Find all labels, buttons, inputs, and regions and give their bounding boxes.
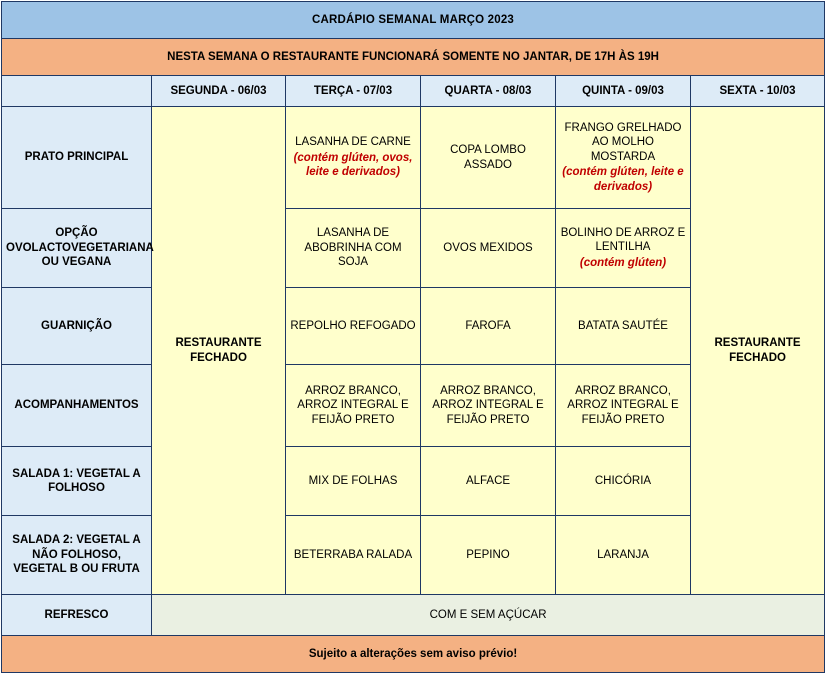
- dish-line: COPA LOMBO: [450, 144, 526, 157]
- day-header-sexta: SEXTA - 10/03: [691, 76, 825, 107]
- cell-guarnicao-quarta: FAROFA: [421, 288, 556, 365]
- cell-prato-principal-quarta: [421, 107, 556, 209]
- cell-salada1-quinta: CHICÓRIA: [556, 447, 691, 516]
- cell-salada1-terca: MIX DE FOLHAS: [286, 447, 421, 516]
- dish-name: LASANHA DE CARNE: [295, 136, 411, 149]
- table-row: [2, 107, 825, 209]
- row-label-opcao-vegetariana: OPÇÃO OVOLACTOVEGETARIANA OU VEGANA: [2, 209, 152, 288]
- day-header-quinta: QUINTA - 09/03: [556, 76, 691, 107]
- allergen-note: (contém glúten): [579, 256, 667, 269]
- cell-salada1-quarta: ALFACE: [421, 447, 556, 516]
- cell-salada2-quinta: LARANJA: [556, 516, 691, 595]
- days-header-row: [2, 76, 825, 107]
- cell-opcao-vegetariana-quarta: [421, 209, 556, 288]
- dish-line: ARROZ INTEGRAL E: [432, 399, 544, 412]
- dish-line: ARROZ INTEGRAL E: [297, 399, 409, 412]
- notice-text: NESTA SEMANA O RESTAURANTE FUNCIONARÁ SOMENTE NO JANTAR, DE 17H ÀS 19H: [2, 39, 825, 76]
- allergen-note: (contém glúten, leite e derivados): [562, 166, 684, 193]
- dish-line: ARROZ INTEGRAL E: [567, 399, 679, 412]
- cell-opcao-vegetariana-quinta: [556, 209, 691, 288]
- dish-line: OVOS MEXIDOS: [443, 241, 533, 254]
- dish-line: ARROZ BRANCO,: [305, 384, 401, 397]
- dish-line: BOLINHO DE ARROZ E: [560, 226, 686, 239]
- page-title: CARDÁPIO SEMANAL MARÇO 2023: [2, 2, 825, 39]
- dish-line: FEIJÃO PRETO: [311, 413, 395, 426]
- cell-acompanhamentos-terca: [286, 365, 421, 447]
- notice-row: [2, 39, 825, 76]
- cell-guarnicao-terca: REPOLHO REFOGADO: [286, 288, 421, 365]
- row-label-prato-principal: PRATO PRINCIPAL: [2, 107, 152, 209]
- cell-prato-principal-quinta: [556, 107, 691, 209]
- cell-refresco-all-days: COM E SEM AÇÚCAR: [152, 595, 825, 636]
- day-header-segunda: SEGUNDA - 06/03: [152, 76, 286, 107]
- dish-line: MOSTARDA: [590, 150, 656, 163]
- dish-line: FRANGO GRELHADO: [564, 122, 682, 135]
- cell-acompanhamentos-quinta: [556, 365, 691, 447]
- closed-cell-segunda: RESTAURANTE FECHADO: [152, 107, 286, 595]
- cell-guarnicao-quinta: BATATA SAUTÉE: [556, 288, 691, 365]
- dish-line: FEIJÃO PRETO: [446, 413, 530, 426]
- row-label-salada1: SALADA 1: VEGETAL A FOLHOSO: [2, 447, 152, 516]
- row-label-refresco: REFRESCO: [2, 595, 152, 636]
- dish-line: AO MOLHO: [592, 136, 654, 149]
- dish-line: LASANHA DE: [316, 227, 390, 240]
- title-row: [2, 2, 825, 39]
- allergen-note: (contém glúten, ovos, leite e derivados): [293, 151, 413, 179]
- dish-line: LENTILHA: [595, 241, 651, 254]
- row-label-acompanhamentos: ACOMPANHAMENTOS: [2, 365, 152, 447]
- dish-line: ARROZ BRANCO,: [440, 384, 536, 397]
- dish-line: FEIJÃO PRETO: [581, 413, 665, 426]
- footer-note: Sujeito a alterações sem aviso prévio!: [2, 636, 825, 673]
- dish-line: ASSADO: [464, 158, 512, 171]
- row-label-guarnicao: GUARNIÇÃO: [2, 288, 152, 365]
- closed-cell-sexta: RESTAURANTE FECHADO: [691, 107, 825, 595]
- dish-line: ARROZ BRANCO,: [575, 384, 671, 397]
- cell-prato-principal-terca: [286, 107, 421, 209]
- day-header-quarta: QUARTA - 08/03: [421, 76, 556, 107]
- menu-page: [0, 1, 825, 660]
- dish-line: SOJA: [337, 256, 369, 269]
- table-corner-cell: [2, 76, 152, 107]
- cell-opcao-vegetariana-terca: [286, 209, 421, 288]
- dish-line: ABOBRINHA COM: [304, 241, 402, 254]
- footer-row: [2, 636, 825, 673]
- refresco-row: [2, 595, 825, 636]
- cell-salada2-quarta: PEPINO: [421, 516, 556, 595]
- cell-acompanhamentos-quarta: [421, 365, 556, 447]
- day-header-terca: TERÇA - 07/03: [286, 76, 421, 107]
- cell-salada2-terca: BETERRABA RALADA: [286, 516, 421, 595]
- row-label-salada2: SALADA 2: VEGETAL A NÃO FOLHOSO, VEGETAL B OU FRUTA: [2, 516, 152, 595]
- weekly-menu-table: [1, 1, 825, 673]
